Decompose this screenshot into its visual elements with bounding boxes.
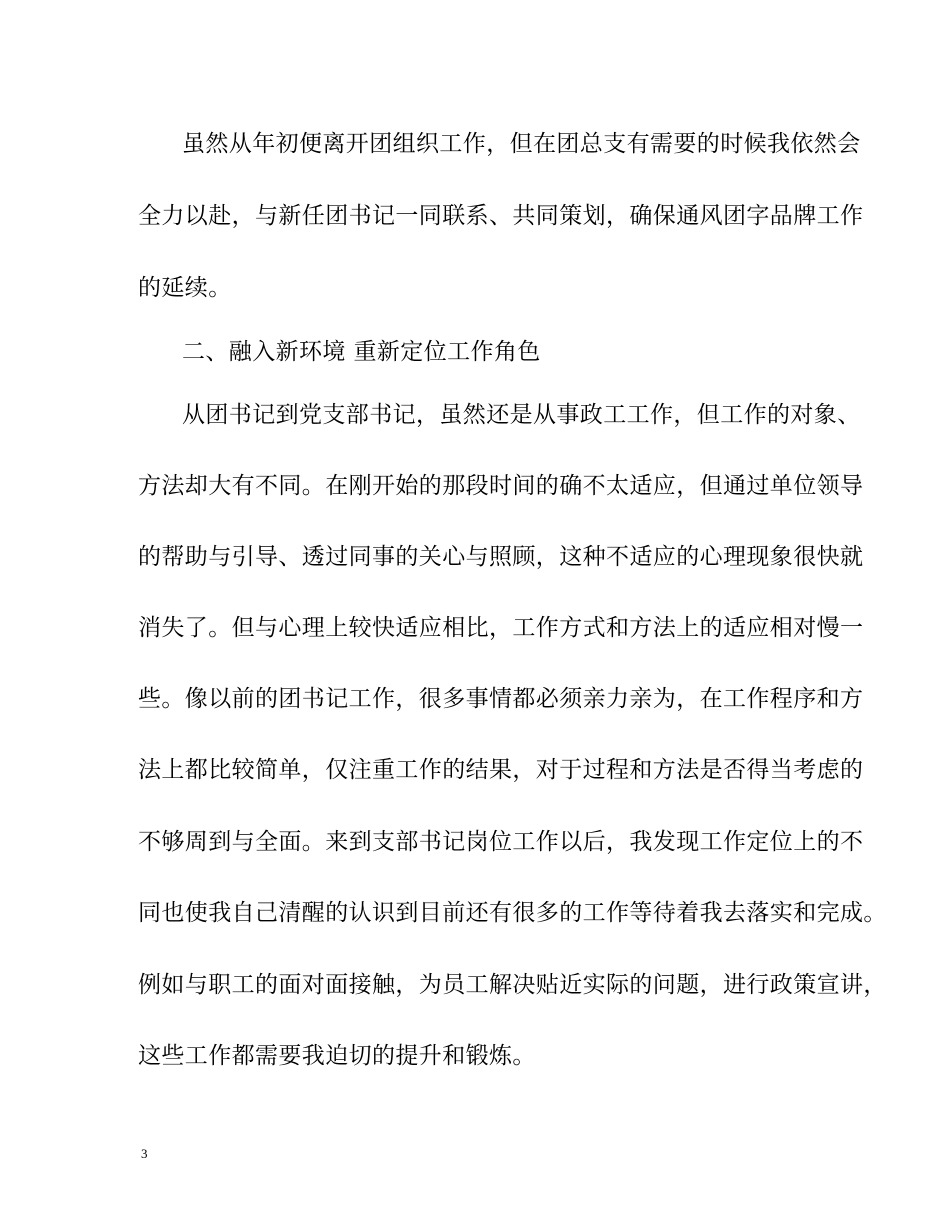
- paragraph-line: 些。像以前的团书记工作，很多事情都必须亲力亲为，在工作程序和方: [138, 686, 864, 712]
- paragraph-line: 消失了。但与心理上较快适应相比，工作方式和方法上的适应相对慢一: [138, 615, 864, 641]
- paragraph-line: 同也使我自己清醒的认识到目前还有很多的工作等待着我去落实和完成。: [138, 900, 887, 926]
- paragraph-line: 虽然从年初便离开团组织工作，但在团总支有需要的时候我依然会: [182, 131, 861, 157]
- paragraph-line: 这些工作都需要我迫切的提升和锻炼。: [138, 1043, 536, 1069]
- paragraph-line: 从团书记到党支部书记，虽然还是从事政工工作，但工作的对象、: [182, 402, 861, 428]
- paragraph-line: 例如与职工的面对面接触，为员工解决贴近实际的问题，进行政策宣讲，: [138, 972, 887, 998]
- paragraph-line: 的帮助与引导、透过同事的关心与照顾，这种不适应的心理现象很快就: [138, 544, 864, 570]
- paragraph-line: 不够周到与全面。来到支部书记岗位工作以后，我发现工作定位上的不: [138, 829, 864, 855]
- paragraph-line: 法上都比较简单，仅注重工作的结果，对于过程和方法是否得当考虑的: [138, 757, 864, 783]
- paragraph-line: 方法却大有不同。在刚开始的那段时间的确不太适应，但通过单位领导: [138, 473, 864, 499]
- paragraph-line: 的延续。: [138, 275, 232, 301]
- section-heading: 二、融入新环境 重新定位工作角色: [182, 339, 541, 365]
- page-number: 3: [141, 1146, 148, 1161]
- paragraph-line: 全力以赴，与新任团书记一同联系、共同策划，确保通风团字品牌工作: [138, 203, 864, 229]
